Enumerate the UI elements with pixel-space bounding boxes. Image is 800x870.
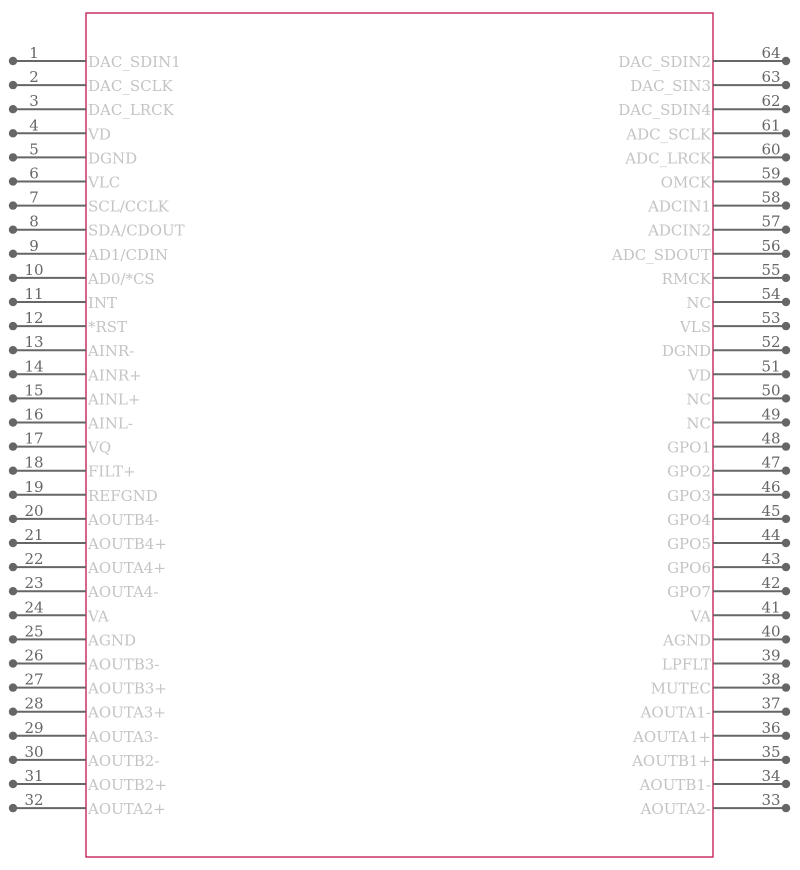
pin-name-label: SCL/CCLK xyxy=(88,197,169,216)
pin-endpoint-dot xyxy=(9,322,17,330)
left-pin-32 xyxy=(9,791,166,818)
pin-number: 5 xyxy=(29,140,39,159)
pin-name-label: ADC_SDOUT xyxy=(611,245,711,264)
pin-endpoint-dot xyxy=(782,491,790,499)
pin-endpoint-dot xyxy=(782,611,790,619)
pin-number: 33 xyxy=(761,791,781,810)
pin-endpoint-dot xyxy=(782,780,790,788)
pin-name-label: GPO4 xyxy=(667,510,711,529)
pin-name-label: VD xyxy=(688,366,711,385)
pin-endpoint-dot xyxy=(9,587,17,595)
pin-endpoint-dot xyxy=(9,226,17,234)
pin-endpoint-dot xyxy=(782,708,790,716)
pin-name-label: MUTEC xyxy=(650,679,711,698)
right-pin-57 xyxy=(647,213,790,240)
left-pin-8 xyxy=(9,213,185,240)
pin-number: 24 xyxy=(24,598,44,617)
pin-endpoint-dot xyxy=(782,153,790,161)
pin-number: 36 xyxy=(761,718,781,737)
left-pin-18 xyxy=(9,454,136,481)
pin-endpoint-dot xyxy=(9,683,17,691)
right-pin-55 xyxy=(662,261,791,288)
pin-number: 11 xyxy=(24,285,44,303)
pin-endpoint-dot xyxy=(9,274,17,282)
pin-number: 1 xyxy=(29,44,39,62)
pin-name-label: AOUTA4+ xyxy=(88,559,166,578)
pin-name-label: DAC_SDIN1 xyxy=(88,53,181,71)
left-pin-7 xyxy=(9,189,170,216)
pin-endpoint-dot xyxy=(782,226,790,234)
right-pin-50 xyxy=(686,381,790,408)
pin-number: 20 xyxy=(24,501,44,520)
pin-name-label: NC xyxy=(686,294,711,312)
pin-endpoint-dot xyxy=(782,418,790,426)
pin-name-label: NC xyxy=(686,390,711,409)
right-pin-43 xyxy=(667,550,790,577)
pin-name-label: AINR+ xyxy=(88,366,142,385)
pin-name-label: DAC_LRCK xyxy=(88,101,174,120)
pin-number: 8 xyxy=(29,212,39,231)
pin-name-label: VA xyxy=(690,607,711,626)
pin-name-label: AGND xyxy=(663,631,711,650)
pin-name-label: GPO1 xyxy=(667,438,711,457)
pin-number: 17 xyxy=(24,429,44,448)
pin-endpoint-dot xyxy=(782,539,790,547)
pin-endpoint-dot xyxy=(9,491,17,499)
pin-number: 34 xyxy=(761,767,781,785)
pin-endpoint-dot xyxy=(782,587,790,595)
right-pin-44 xyxy=(667,526,790,553)
pin-endpoint-dot xyxy=(782,201,790,209)
pin-name-label: AOUTB1+ xyxy=(632,751,711,770)
pin-name-label: GPO7 xyxy=(667,583,711,602)
left-pin-22 xyxy=(9,550,166,577)
pin-name-label: *RST xyxy=(88,318,128,337)
left-pin-19 xyxy=(9,478,158,505)
pin-endpoint-dot xyxy=(9,659,17,667)
pin-number: 22 xyxy=(24,550,44,569)
left-pin-9 xyxy=(9,237,168,264)
pin-number: 40 xyxy=(761,622,781,641)
pin-number: 13 xyxy=(24,333,44,352)
pin-name-label: OMCK xyxy=(660,173,711,192)
pin-number: 42 xyxy=(761,574,781,593)
right-pin-39 xyxy=(662,647,790,674)
ic-body-outline xyxy=(86,13,713,857)
right-pin-41 xyxy=(689,598,790,625)
pin-number: 54 xyxy=(761,285,781,303)
pin-endpoint-dot xyxy=(782,515,790,523)
pin-number: 2 xyxy=(29,68,39,87)
pin-number: 51 xyxy=(761,357,781,376)
pin-name-label: GPO6 xyxy=(667,559,711,578)
pin-number: 60 xyxy=(761,140,781,159)
pin-name-label: ADC_SCLK xyxy=(626,125,711,144)
pin-number: 19 xyxy=(24,477,44,496)
pin-number: 46 xyxy=(761,477,781,496)
pin-endpoint-dot xyxy=(9,515,17,523)
pin-name-label: AOUTB4- xyxy=(88,510,160,529)
right-pin-52 xyxy=(662,333,790,360)
pin-name-label: AINL- xyxy=(88,414,133,433)
pin-number: 21 xyxy=(24,526,44,544)
left-pin-30 xyxy=(9,743,160,770)
pin-name-label: RMCK xyxy=(661,269,711,288)
pin-name-label: AD0/*CS xyxy=(88,269,155,288)
pin-number: 43 xyxy=(761,550,781,569)
left-pin-13 xyxy=(9,333,134,360)
pin-name-label: DAC_SIN3 xyxy=(630,77,711,96)
left-pin-3 xyxy=(9,92,175,119)
pin-number: 7 xyxy=(29,188,39,207)
left-pin-group xyxy=(9,44,185,818)
pin-name-label: VA xyxy=(88,607,109,626)
pin-name-label: DGND xyxy=(88,149,138,168)
right-pin-59 xyxy=(661,165,791,192)
pin-number: 30 xyxy=(24,742,44,761)
pin-endpoint-dot xyxy=(9,635,17,643)
pin-endpoint-dot xyxy=(782,250,790,258)
pin-endpoint-dot xyxy=(9,442,17,450)
left-pin-14 xyxy=(9,357,142,384)
pin-number: 4 xyxy=(29,116,39,135)
pin-number: 29 xyxy=(24,718,44,737)
pin-name-label: AOUTB2- xyxy=(88,751,160,770)
pin-name-label: GPO5 xyxy=(667,535,711,553)
pin-name-label: VLS xyxy=(679,318,711,337)
pin-number: 16 xyxy=(24,405,44,424)
left-pin-31 xyxy=(9,767,167,794)
pin-number: 59 xyxy=(761,164,781,183)
pin-number: 45 xyxy=(761,501,781,520)
pin-name-label: DAC_SDIN4 xyxy=(618,101,711,120)
pin-name-label: GPO2 xyxy=(667,462,711,481)
pin-name-label: REFGND xyxy=(88,486,158,505)
right-pin-45 xyxy=(667,502,790,529)
pin-endpoint-dot xyxy=(9,250,17,258)
left-pin-23 xyxy=(9,574,159,601)
pin-endpoint-dot xyxy=(9,298,17,306)
pin-endpoint-dot xyxy=(9,732,17,740)
pin-endpoint-dot xyxy=(782,467,790,475)
pin-endpoint-dot xyxy=(9,346,17,354)
right-pin-51 xyxy=(687,357,790,384)
pin-name-label: DAC_SCLK xyxy=(88,77,173,96)
right-pin-47 xyxy=(667,454,790,481)
pin-number: 14 xyxy=(24,357,44,376)
pin-number: 18 xyxy=(24,453,44,472)
pin-endpoint-dot xyxy=(9,539,17,547)
pin-name-label: LPFLT xyxy=(661,655,711,674)
pin-name-label: AOUTB2+ xyxy=(88,776,167,794)
left-pin-25 xyxy=(9,622,136,649)
pin-number: 50 xyxy=(761,381,781,400)
pin-endpoint-dot xyxy=(782,322,790,330)
pin-number: 6 xyxy=(29,164,39,183)
right-pin-56 xyxy=(611,237,790,264)
pin-endpoint-dot xyxy=(782,370,790,378)
left-pin-2 xyxy=(9,68,174,95)
right-pin-36 xyxy=(632,719,790,746)
left-pin-17 xyxy=(9,430,111,457)
pin-endpoint-dot xyxy=(9,708,17,716)
pin-number: 64 xyxy=(761,44,781,62)
pin-number: 57 xyxy=(761,212,781,231)
pin-name-label: AOUTB4+ xyxy=(88,535,167,553)
pin-name-label: ADCIN2 xyxy=(648,221,711,240)
pin-endpoint-dot xyxy=(782,394,790,402)
left-pin-15 xyxy=(9,381,141,408)
right-pin-48 xyxy=(667,430,790,457)
pin-number: 48 xyxy=(761,429,781,448)
pin-number: 62 xyxy=(761,92,781,111)
right-pin-61 xyxy=(625,116,790,143)
pin-name-label: AOUTA2+ xyxy=(88,800,166,819)
pin-name-label: ADC_LRCK xyxy=(625,149,711,168)
pin-number: 26 xyxy=(24,646,44,665)
right-pin-49 xyxy=(686,406,790,433)
pin-name-label: AINR- xyxy=(88,342,135,361)
pin-endpoint-dot xyxy=(9,57,17,65)
pin-endpoint-dot xyxy=(9,467,17,475)
pin-number: 37 xyxy=(761,694,781,713)
pin-name-label: VLC xyxy=(88,173,121,192)
pin-name-label: AOUTA3- xyxy=(88,727,159,746)
pin-name-label: SDA/CDOUT xyxy=(88,221,185,240)
pin-number: 56 xyxy=(761,236,781,255)
right-pin-62 xyxy=(618,92,790,119)
pin-number: 58 xyxy=(761,188,781,207)
left-pin-24 xyxy=(9,598,109,625)
pin-name-label: AOUTA4- xyxy=(88,583,159,602)
right-pin-40 xyxy=(662,622,790,649)
pin-endpoint-dot xyxy=(9,370,17,378)
pin-endpoint-dot xyxy=(9,756,17,764)
pin-name-label: AOUTA1+ xyxy=(633,727,711,746)
right-pin-64 xyxy=(618,44,790,71)
pin-endpoint-dot xyxy=(782,346,790,354)
pin-name-label: DAC_SDIN2 xyxy=(618,53,711,71)
pin-name-label: NC xyxy=(686,414,711,433)
pin-number: 27 xyxy=(24,670,44,689)
left-pin-29 xyxy=(9,719,159,746)
pin-endpoint-dot xyxy=(9,153,17,161)
pin-number: 10 xyxy=(24,260,44,279)
right-pin-34 xyxy=(639,767,791,794)
pin-number: 61 xyxy=(761,116,781,135)
pin-endpoint-dot xyxy=(9,177,17,185)
pin-endpoint-dot xyxy=(9,129,17,137)
right-pin-33 xyxy=(640,791,791,818)
pin-number: 39 xyxy=(761,646,781,665)
pin-number: 41 xyxy=(761,598,781,617)
pin-endpoint-dot xyxy=(782,442,790,450)
pin-endpoint-dot xyxy=(9,418,17,426)
pin-endpoint-dot xyxy=(782,298,790,306)
pin-number: 38 xyxy=(761,670,781,689)
pin-name-label: AOUTA3+ xyxy=(88,703,166,722)
pin-name-label: FILT+ xyxy=(88,462,136,481)
left-pin-20 xyxy=(9,502,160,529)
pin-number: 63 xyxy=(761,68,781,87)
pin-endpoint-dot xyxy=(782,105,790,113)
pin-name-label: AOUTB1- xyxy=(639,776,711,794)
pin-endpoint-dot xyxy=(782,635,790,643)
pin-endpoint-dot xyxy=(782,57,790,65)
left-pin-6 xyxy=(9,165,120,192)
pin-name-label: DGND xyxy=(661,342,711,361)
left-pin-16 xyxy=(9,406,133,433)
pin-endpoint-dot xyxy=(782,659,790,667)
pin-number: 28 xyxy=(24,694,44,713)
pin-number: 15 xyxy=(24,381,44,400)
left-pin-1 xyxy=(9,44,181,71)
pin-number: 35 xyxy=(761,742,781,761)
pin-name-label: AOUTB3- xyxy=(88,655,160,674)
pin-endpoint-dot xyxy=(782,756,790,764)
pin-number: 44 xyxy=(761,526,781,544)
pin-endpoint-dot xyxy=(9,105,17,113)
left-pin-4 xyxy=(9,116,111,143)
pin-endpoint-dot xyxy=(9,563,17,571)
left-pin-26 xyxy=(9,647,160,674)
left-pin-5 xyxy=(9,140,137,167)
pin-endpoint-dot xyxy=(9,804,17,812)
pin-name-label: GPO3 xyxy=(667,486,711,505)
right-pin-37 xyxy=(640,695,791,722)
right-pin-35 xyxy=(631,743,790,770)
pin-endpoint-dot xyxy=(782,129,790,137)
right-pin-58 xyxy=(647,189,790,216)
left-pin-11 xyxy=(9,285,117,312)
right-pin-46 xyxy=(667,478,790,505)
left-pin-12 xyxy=(9,309,127,336)
pin-endpoint-dot xyxy=(782,274,790,282)
pin-endpoint-dot xyxy=(782,683,790,691)
pin-endpoint-dot xyxy=(782,81,790,89)
pin-number: 12 xyxy=(24,309,44,328)
left-pin-10 xyxy=(9,261,155,288)
pin-number: 53 xyxy=(761,309,781,328)
pin-name-label: VD xyxy=(88,125,111,144)
pin-number: 49 xyxy=(761,405,781,424)
left-pin-21 xyxy=(9,526,167,553)
pin-name-label: AGND xyxy=(88,631,136,650)
pin-name-label: AOUTB3+ xyxy=(88,679,167,698)
pin-name-label: AOUTA2- xyxy=(640,800,711,819)
pin-number: 32 xyxy=(24,791,44,810)
right-pin-42 xyxy=(667,574,790,601)
pin-number: 23 xyxy=(24,574,44,593)
pin-number: 55 xyxy=(761,260,781,279)
pin-endpoint-dot xyxy=(9,81,17,89)
pin-endpoint-dot xyxy=(9,394,17,402)
pin-endpoint-dot xyxy=(782,563,790,571)
pin-number: 52 xyxy=(761,333,781,352)
right-pin-group xyxy=(611,44,790,818)
pin-endpoint-dot xyxy=(782,804,790,812)
pin-name-label: AD1/CDIN xyxy=(88,245,169,264)
pin-endpoint-dot xyxy=(782,732,790,740)
pin-endpoint-dot xyxy=(9,201,17,209)
pin-number: 9 xyxy=(29,236,39,255)
pin-number: 47 xyxy=(761,453,781,472)
left-pin-27 xyxy=(9,671,167,698)
pin-name-label: AINL+ xyxy=(88,390,141,409)
pin-name-label: AOUTA1- xyxy=(640,703,711,722)
pin-name-label: ADCIN1 xyxy=(648,197,711,216)
pin-endpoint-dot xyxy=(9,611,17,619)
pin-number: 25 xyxy=(24,622,44,641)
pin-name-label: VQ xyxy=(88,438,112,457)
pin-name-label: INT xyxy=(88,294,118,312)
right-pin-38 xyxy=(651,671,791,698)
right-pin-60 xyxy=(624,140,790,167)
right-pin-53 xyxy=(679,309,790,336)
left-pin-28 xyxy=(9,695,166,722)
pin-number: 3 xyxy=(29,92,39,111)
pin-endpoint-dot xyxy=(9,780,17,788)
right-pin-54 xyxy=(686,285,790,312)
pin-endpoint-dot xyxy=(782,177,790,185)
right-pin-63 xyxy=(630,68,790,95)
pin-number: 31 xyxy=(24,767,44,785)
